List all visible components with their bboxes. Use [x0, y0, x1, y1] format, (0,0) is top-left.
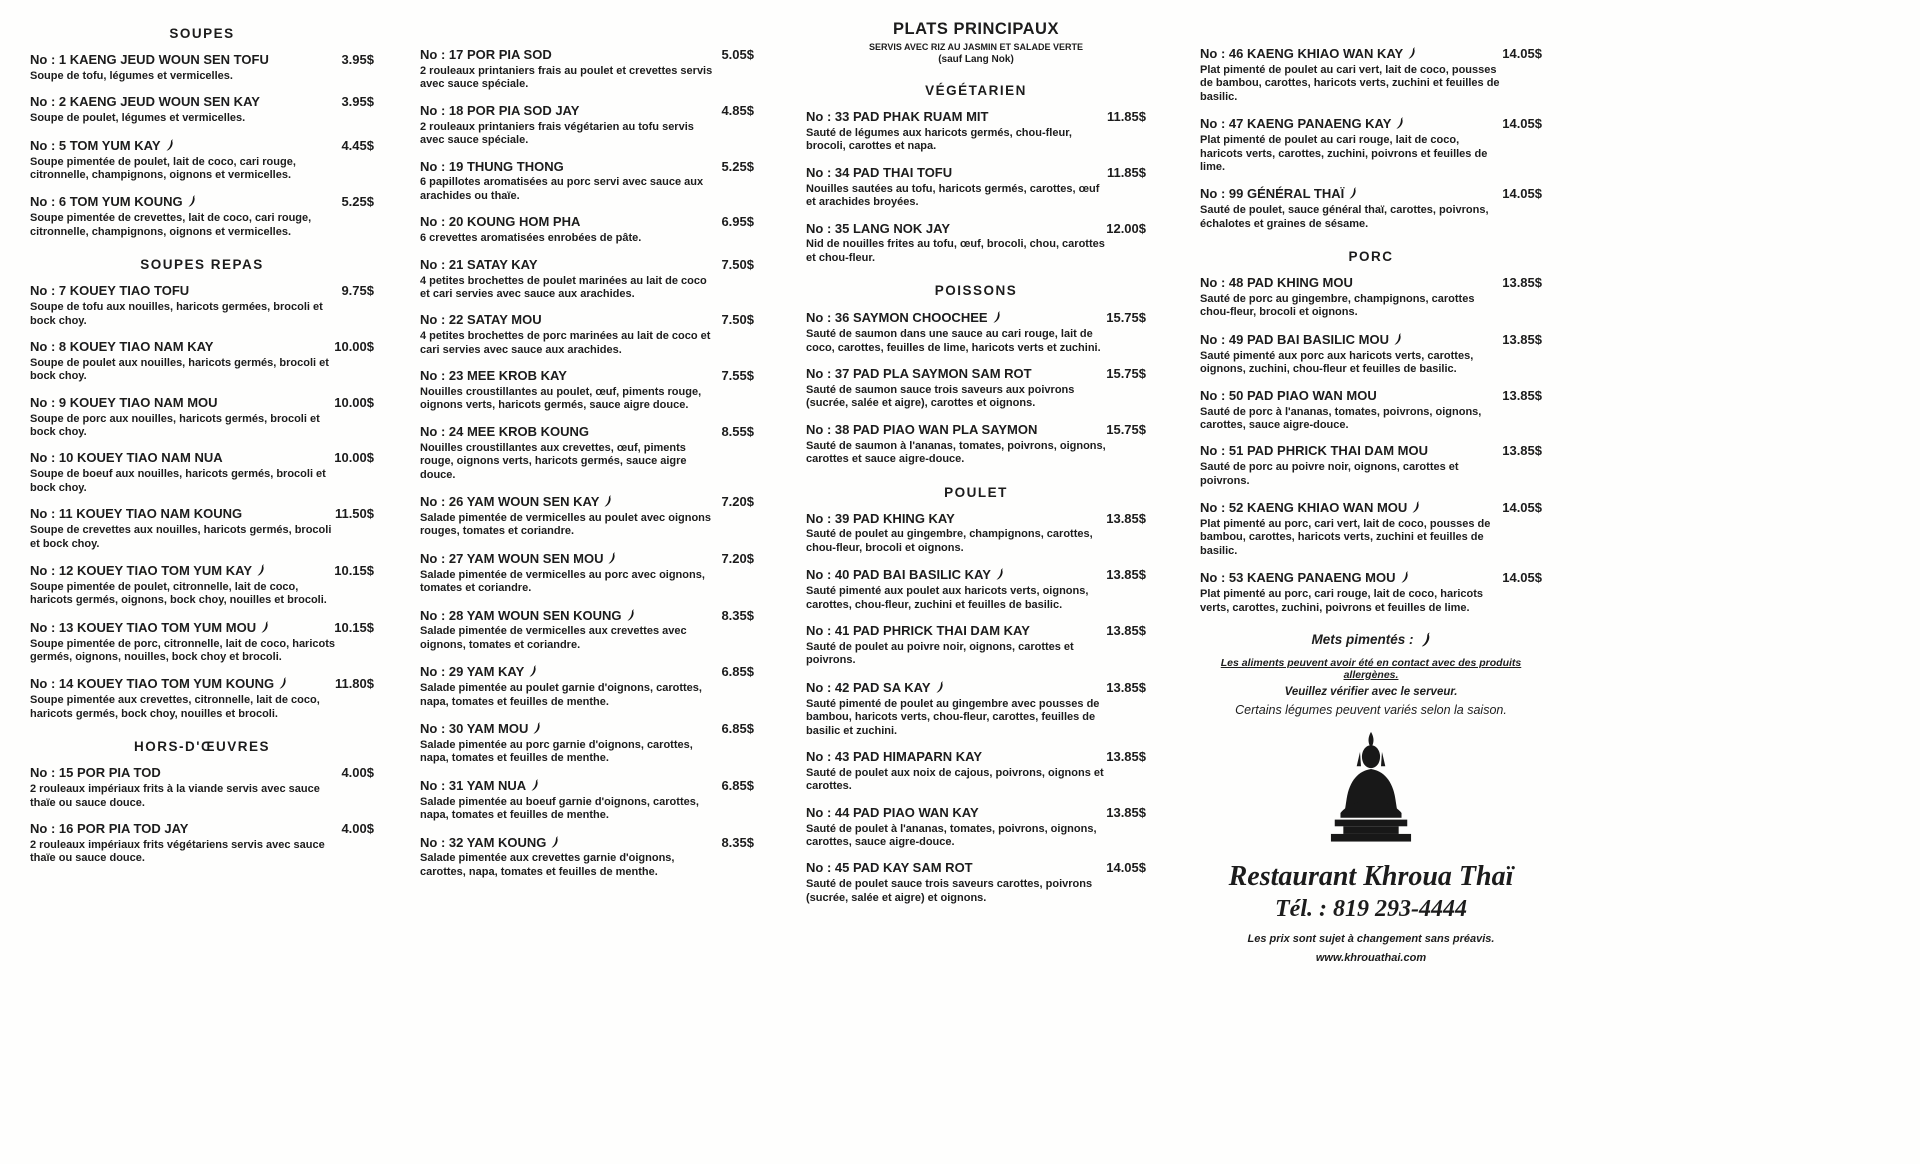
allergen-note: Les aliments peuvent avoir été en contact avec des produits allergènes. — [1220, 656, 1522, 681]
spicy-icon — [550, 835, 559, 849]
item-description: Sauté de porc au poivre noir, oignons, carottes et poivrons. — [1200, 461, 1459, 487]
item-price: 8.35$ — [721, 834, 754, 850]
item-name: No : 13 KOUEY TIAO TOM YUM MOU — [30, 619, 257, 635]
item-price: 13.85$ — [1106, 567, 1146, 583]
menu-column-mains — [806, 20, 1146, 917]
item-description: Sauté de poulet, sauce général thaï, carottes, poivrons, échalotes et graines de sésame. — [1200, 204, 1489, 230]
item-name: No : 11 KOUEY TIAO NAM KOUNG — [30, 506, 243, 522]
item-description: Soupe de boeuf aux nouilles, haricots germés, brocoli et bock choy. — [30, 468, 326, 494]
menu-item — [806, 310, 1146, 355]
menu-item — [1200, 570, 1542, 615]
item-name: No : 5 TOM YUM KAY — [30, 137, 161, 153]
item-name: No : 12 KOUEY TIAO TOM YUM KAY — [30, 562, 253, 578]
item-description: Sauté pimenté de poulet au gingembre avec pousses de bambou, haricots verts, chou-fleur, carottes, feuilles de basilic et zuchini. — [806, 697, 1100, 737]
item-price: 8.35$ — [721, 607, 754, 623]
item-price: 8.55$ — [721, 423, 754, 439]
menu-item — [30, 451, 374, 495]
item-description: Sauté pimenté aux porc aux haricots verts, carottes, oignons, zuchini, chou-fleur et feuilles de basilic. — [1200, 349, 1474, 376]
item-description: Sauté de saumon dans une sauce au cari rouge, lait de coco, carottes, feuilles de lime, haricots verts et zuchini. — [806, 328, 1101, 354]
item-description: Salade pimentée au boeuf garnie d'oignons, carottes, napa, tomates et feuilles de menthe. — [420, 795, 699, 822]
item-description: Soupe pimentée de crevettes, lait de coco, cari rouge, citronnelle, champignons, oignons et vermicelles. — [30, 212, 312, 238]
item-name: No : 52 KAENG KHIAO WAN MOU — [1200, 500, 1408, 516]
spicy-icon — [260, 620, 269, 634]
spicy-legend-label: Mets pimentés : — [1311, 631, 1414, 647]
item-price: 11.80$ — [334, 676, 374, 692]
restaurant-name: Restaurant Khroua Thaï — [1228, 860, 1514, 892]
menu-item — [1200, 500, 1542, 558]
item-name: No : 10 KOUEY TIAO NAM NUA — [30, 450, 223, 466]
menu-item — [420, 425, 754, 482]
spicy-icon — [1420, 631, 1431, 648]
item-name: No : 47 KAENG PANAENG KAY — [1200, 116, 1392, 132]
item-description: 2 rouleaux impériaux frits végétariens servis avec sauce thaïe ou sauce douce. — [30, 838, 325, 865]
item-description: Salade pimentée au poulet garnie d'oignons, carottes, napa, tomates et feuilles de menthe. — [420, 682, 702, 708]
item-description: 6 crevettes aromatisées enrobées de pâte. — [420, 232, 642, 245]
section-heading: VÉGÉTARIEN — [925, 83, 1027, 98]
item-price: 13.85$ — [1502, 443, 1542, 459]
item-price: 13.85$ — [1106, 748, 1146, 764]
menu-item — [806, 680, 1146, 738]
menu-item — [806, 624, 1146, 668]
item-name: No : 43 PAD HIMAPARN KAY — [806, 748, 983, 764]
plats-principaux-subtitle: SERVIS AVEC RIZ AU JASMIN ET SALADE VERTE — [868, 42, 1084, 52]
item-name: No : 99 GÉNÉRAL THAÏ — [1200, 186, 1345, 202]
menu-column-pork-footer — [1200, 46, 1542, 964]
item-name: No : 36 SAYMON CHOOCHEE — [806, 310, 988, 326]
item-description: Sauté de porc au gingembre, champignons, carottes chou-fleur, brocoli et oignons. — [1200, 293, 1475, 319]
menu-item — [30, 194, 374, 239]
item-price: 4.85$ — [721, 102, 754, 118]
item-price: 14.05$ — [1502, 46, 1542, 61]
item-name: No : 51 PAD PHRICK THAI DAM MOU — [1200, 443, 1428, 459]
item-name: No : 17 POR PIA SOD — [420, 47, 552, 62]
menu-item — [30, 396, 374, 440]
item-description: Soupe pimentée de poulet, lait de coco, cari rouge, citronnelle, champignons, oignons et vermicelles. — [30, 155, 296, 182]
spicy-legend — [1200, 631, 1542, 648]
item-name: No : 26 YAM WOUN SEN KAY — [420, 494, 600, 509]
item-description: Plat pimenté au porc, cari vert, lait de coco, pousses de bambou, carottes, haricots verts, zuchini et feuilles de basilic. — [1200, 518, 1491, 557]
item-price: 10.00$ — [334, 394, 374, 410]
item-description: Nouilles croustillantes au poulet, œuf, piments rouge, oignons verts, haricots germés, sauce aigre douce. — [420, 386, 702, 412]
spicy-icon — [528, 664, 537, 678]
menu-item — [1200, 186, 1542, 231]
menu-item — [1200, 276, 1542, 320]
item-description: Soupe de tofu aux nouilles, haricots germées, brocoli et bock choy. — [30, 301, 323, 327]
plats-principaux-note: (sauf Lang Nok) — [938, 54, 1014, 65]
menu-item — [30, 676, 374, 721]
item-description: Salade pimentée aux crevettes garnie d'oignons, carottes, napa, tomates et feuilles de menthe. — [420, 852, 675, 878]
item-price: 15.75$ — [1106, 366, 1146, 381]
item-name: No : 34 PAD THAI TOFU — [806, 164, 953, 180]
item-name: No : 27 YAM WOUN SEN MOU — [420, 550, 604, 566]
plats-principaux-title: PLATS PRINCIPAUX — [893, 20, 1059, 38]
spicy-icon — [1348, 186, 1357, 200]
menu-item — [420, 551, 754, 596]
item-description: Soupe pimentée aux crevettes, citronnelle, lait de coco, haricots germés, bock choy, nouilles et brocoli. — [30, 694, 320, 720]
item-price: 9.75$ — [341, 283, 374, 299]
spicy-icon — [256, 563, 265, 577]
item-name: No : 50 PAD PIAO WAN MOU — [1200, 387, 1377, 403]
item-price: 7.55$ — [721, 368, 754, 384]
item-name: No : 21 SATAY KAY — [420, 256, 538, 272]
spicy-icon — [532, 721, 541, 735]
item-description: Plat pimenté de poulet au cari vert, lait de coco, pousses de bambou, carottes, haricots verts, zuchini et feuilles de basilic. — [1200, 63, 1500, 103]
item-name: No : 35 LANG NOK JAY — [806, 220, 950, 236]
item-price: 11.50$ — [334, 506, 374, 522]
spicy-icon — [1395, 116, 1404, 130]
menu-item — [420, 778, 754, 823]
item-description: 2 rouleaux impériaux frits à la viande servis avec sauce thaïe ou sauce douce. — [30, 783, 320, 809]
section-heading: PORC — [1348, 249, 1394, 265]
item-price: 6.95$ — [721, 214, 754, 230]
item-price: 13.85$ — [1106, 679, 1146, 695]
menu-item — [420, 608, 754, 653]
item-price: 10.15$ — [334, 619, 374, 635]
item-description: 6 papillotes aromatisées au porc servi avec sauce aux arachides ou thaïe. — [420, 176, 704, 202]
item-price: 11.85$ — [1106, 109, 1146, 124]
item-name: No : 15 POR PIA TOD — [30, 765, 161, 781]
item-description: Plat pimenté de poulet au cari rouge, lait de coco, haricots verts, carottes, zuchini, poivrons et feuilles de lime. — [1200, 134, 1488, 173]
item-name: No : 39 PAD KHING KAY — [806, 510, 955, 526]
item-description: Sauté de porc à l'ananas, tomates, poivrons, oignons, carottes, sauce aigre-douce. — [1200, 405, 1482, 431]
item-price: 14.05$ — [1502, 500, 1542, 516]
item-price: 7.50$ — [721, 256, 754, 272]
item-description: 4 petites brochettes de poulet marinées au lait de coco et cari servies avec sauce aux arachides. — [420, 274, 707, 300]
menu-item — [806, 222, 1146, 266]
item-description: Sauté de poulet au gingembre, champignons, carottes, chou-fleur, brocoli et oignons. — [806, 528, 1093, 554]
menu-item — [420, 258, 754, 302]
item-price: 13.85$ — [1106, 623, 1146, 638]
menu-item — [806, 423, 1146, 467]
section-heading: POULET — [944, 484, 1008, 500]
item-name: No : 48 PAD KHING MOU — [1200, 275, 1353, 291]
item-description: Salade pimentée de vermicelles au porc avec oignons, tomates et coriandre. — [420, 568, 705, 595]
item-price: 13.85$ — [1502, 331, 1542, 347]
item-price: 11.85$ — [1106, 164, 1146, 180]
item-name: No : 38 PAD PIAO WAN PLA SAYMON — [806, 421, 1038, 437]
item-description: Salade pimentée de vermicelles aux crevettes avec oignons, tomates et coriandre. — [420, 625, 687, 651]
item-name: No : 40 PAD BAI BASILIC KAY — [806, 567, 991, 583]
item-price: 3.95$ — [341, 94, 374, 110]
item-price: 7.20$ — [721, 550, 754, 566]
season-note: Certains légumes peuvent variés selon la saison. — [1235, 702, 1507, 717]
section-heading: SOUPES REPAS — [140, 257, 264, 273]
item-description: Plat pimenté au porc, cari rouge, lait de coco, haricots verts, carottes, zuchini, poivrons et feuilles de lime. — [1200, 588, 1484, 614]
item-description: Nouilles sautées au tofu, haricots germés, carottes, œuf et arachides broyées. — [806, 182, 1100, 209]
item-description: Sauté pimenté aux poulet aux haricots verts, oignons, carottes, chou-fleur, zuchini et feuilles de basilic. — [806, 585, 1089, 611]
item-name: No : 2 KAENG JEUD WOUN SEN KAY — [30, 94, 260, 110]
item-name: No : 18 POR PIA SOD JAY — [420, 102, 580, 118]
menu-item — [806, 110, 1146, 154]
item-description: 4 petites brochettes de porc marinées au lait de coco et cari servies avec sauce aux arachides. — [420, 330, 711, 356]
menu-item — [30, 53, 374, 83]
item-price: 3.95$ — [341, 52, 374, 67]
item-description: Soupe de crevettes aux nouilles, haricots germés, brocoli et bock choy. — [30, 524, 332, 550]
item-name: No : 53 KAENG PANAENG MOU — [1200, 570, 1396, 586]
spicy-icon — [1407, 46, 1416, 60]
item-name: No : 19 THUNG THONG — [420, 158, 564, 174]
menu-item — [806, 367, 1146, 411]
menu-item — [420, 835, 754, 880]
spicy-icon — [992, 310, 1001, 324]
item-description: Soupe de poulet aux nouilles, haricots germés, brocoli et bock choy. — [30, 356, 329, 383]
spicy-icon — [603, 494, 612, 508]
item-description: Sauté de poulet à l'ananas, tomates, poivrons, oignons, carottes, sauce aigre-douce. — [806, 822, 1097, 848]
section-heading: POISSONS — [934, 283, 1018, 299]
item-name: No : 1 KAENG JEUD WOUN SEN TOFU — [30, 52, 269, 67]
price-disclaimer: Les prix sont sujet à changement sans préavis. — [1247, 932, 1495, 945]
item-description: Soupe de poulet, légumes et vermicelles. — [30, 112, 246, 125]
item-description: Sauté de poulet au poivre noir, oignons, carottes et poivrons. — [806, 640, 1074, 667]
item-price: 4.45$ — [341, 137, 374, 153]
item-description: Sauté de légumes aux haricots germés, chou-fleur, brocoli, carottes et napa. — [806, 126, 1072, 153]
item-price: 13.85$ — [1106, 804, 1146, 820]
spicy-icon — [165, 138, 174, 152]
spicy-icon — [187, 194, 196, 208]
menu-item — [420, 494, 754, 539]
item-name: No : 49 PAD BAI BASILIC MOU — [1200, 331, 1389, 347]
menu-item — [420, 215, 754, 245]
menu-item — [30, 620, 374, 665]
menu-item — [1200, 444, 1542, 488]
item-price: 6.85$ — [721, 664, 754, 680]
menu-item — [420, 160, 754, 204]
item-description: Sauté de poulet sauce trois saveurs carottes, poivrons (sucrée, salée et aigre) et oignons. — [806, 878, 1093, 904]
spicy-icon — [278, 676, 287, 690]
item-name: No : 44 PAD PIAO WAN KAY — [806, 804, 979, 820]
menu-item — [420, 313, 754, 357]
menu-item — [420, 664, 754, 709]
menu-item — [30, 563, 374, 608]
menu-item — [1200, 332, 1542, 377]
item-description: Nid de nouilles frites au tofu, œuf, brocoli, chou, carottes et chou-fleur. — [806, 238, 1105, 264]
menu-item — [30, 340, 374, 384]
menu-item — [30, 822, 374, 866]
item-name: No : 32 YAM KOUNG — [420, 834, 547, 850]
item-name: No : 8 KOUEY TIAO NAM KAY — [30, 338, 214, 354]
item-price: 7.20$ — [721, 494, 754, 509]
item-price: 14.05$ — [1502, 570, 1542, 586]
restaurant-phone: Tél. : 819 293-4444 — [1275, 895, 1467, 922]
menu-item — [420, 721, 754, 766]
item-price: 15.75$ — [1106, 421, 1146, 437]
item-description: Sauté de saumon à l'ananas, tomates, poivrons, oignons, carottes et sauce aigre-douce. — [806, 439, 1106, 466]
menu-item — [806, 567, 1146, 612]
item-description: Sauté de poulet aux noix de cajous, poivrons, oignons et carottes. — [806, 766, 1104, 793]
item-name: No : 20 KOUNG HOM PHA — [420, 214, 581, 230]
section-heading: SOUPES — [169, 26, 235, 41]
menu-column-soups — [30, 26, 374, 878]
item-name: No : 42 PAD SA KAY — [806, 679, 931, 695]
item-name: No : 45 PAD KAY SAM ROT — [806, 860, 973, 876]
item-name: No : 30 YAM MOU — [420, 721, 529, 736]
item-price: 5.25$ — [341, 194, 374, 210]
item-name: No : 41 PAD PHRICK THAI DAM KAY — [806, 623, 1030, 638]
item-name: No : 16 POR PIA TOD JAY — [30, 820, 189, 836]
item-description: Soupe pimentée de porc, citronnelle, lait de coco, haricots germés, oignons, nouilles, bock choy et brocoli. — [30, 637, 336, 664]
verify-note: Veuillez vérifier avec le serveur. — [1284, 685, 1458, 698]
item-name: No : 23 MEE KROB KAY — [420, 368, 567, 384]
spicy-icon — [1400, 570, 1409, 584]
menu-items-group — [1200, 46, 1542, 615]
item-name: No : 33 PAD PHAK RUAM MIT — [806, 109, 989, 124]
menu-item — [806, 861, 1146, 905]
menu-notes — [1200, 631, 1542, 717]
menu-item — [806, 512, 1146, 556]
spicy-icon — [607, 551, 616, 565]
item-price: 15.75$ — [1106, 310, 1146, 326]
item-price: 14.05$ — [1502, 186, 1542, 202]
item-price: 12.00$ — [1106, 220, 1146, 236]
item-price: 10.15$ — [334, 562, 374, 578]
menu-item — [420, 48, 754, 92]
item-name: No : 9 KOUEY TIAO NAM MOU — [30, 394, 218, 410]
menu-column-appetizers-salads — [420, 48, 754, 891]
item-price: 5.05$ — [721, 47, 754, 62]
item-price: 14.05$ — [1502, 116, 1542, 132]
item-description: Soupe de porc aux nouilles, haricots germés, brocoli et bock choy. — [30, 412, 320, 439]
item-description: 2 rouleaux printaniers frais au poulet et crevettes servis avec sauce spéciale. — [420, 64, 713, 91]
item-price: 13.85$ — [1502, 387, 1542, 403]
item-name: No : 31 YAM NUA — [420, 777, 527, 793]
website-text: www.khrouathai.com — [1315, 951, 1427, 964]
spicy-icon — [530, 778, 539, 792]
item-price: 13.85$ — [1502, 275, 1542, 291]
item-description: Salade pimentée de vermicelles au poulet avec oignons rouges, tomates et coriandre. — [420, 511, 711, 538]
item-name: No : 22 SATAY MOU — [420, 312, 542, 328]
menu-item — [806, 166, 1146, 210]
item-description: Salade pimentée au porc garnie d'oignons, carottes, napa, tomates et feuilles de menthe. — [420, 738, 693, 765]
menu-item — [30, 766, 374, 810]
menu-item — [806, 750, 1146, 794]
menu-item — [30, 95, 374, 125]
section-heading: HORS-D'ŒUVRES — [134, 739, 270, 755]
item-price: 4.00$ — [341, 765, 374, 781]
spicy-icon — [995, 567, 1004, 581]
menu-item — [806, 806, 1146, 850]
menu-item — [420, 104, 754, 148]
buddha-logo — [1200, 729, 1542, 858]
item-price: 10.00$ — [334, 450, 374, 466]
item-description: Soupe de tofu, légumes et vermicelles. — [30, 69, 233, 82]
menu-item — [30, 284, 374, 328]
item-description: 2 rouleaux printaniers frais végétarien au tofu servis avec sauce spéciale. — [420, 120, 694, 147]
item-price: 6.85$ — [721, 721, 754, 736]
spicy-icon — [626, 608, 635, 622]
item-name: No : 46 KAENG KHIAO WAN KAY — [1200, 46, 1404, 61]
item-price: 5.25$ — [721, 158, 754, 174]
item-name: No : 24 MEE KROB KOUNG — [420, 423, 590, 439]
item-price: 7.50$ — [721, 312, 754, 328]
item-name: No : 29 YAM KAY — [420, 664, 525, 680]
item-name: No : 28 YAM WOUN SEN KOUNG — [420, 607, 622, 623]
item-description: Soupe pimentée de poulet, citronnelle, lait de coco, haricots germés, oignons, bock choy, nouilles et brocoli. — [30, 580, 327, 607]
item-description: Sauté de saumon sauce trois saveurs aux poivrons (sucrée, salée et aigre), carottes et oignons. — [806, 383, 1075, 410]
item-name: No : 6 TOM YUM KOUNG — [30, 194, 183, 210]
spicy-icon — [1393, 332, 1402, 346]
item-name: No : 14 KOUEY TIAO TOM YUM KOUNG — [30, 676, 275, 692]
item-description: Nouilles croustillantes aux crevettes, œuf, piments rouge, oignons verts, haricots germés, sauce aigre douce. — [420, 441, 687, 481]
item-price: 6.85$ — [721, 777, 754, 793]
restaurant-footer — [1200, 862, 1542, 964]
item-name: No : 37 PAD PLA SAYMON SAM ROT — [806, 366, 1032, 381]
menu-item — [30, 507, 374, 551]
item-price: 10.00$ — [334, 338, 374, 354]
menu-item — [1200, 46, 1542, 104]
menu-item — [1200, 116, 1542, 174]
item-price: 4.00$ — [341, 820, 374, 836]
menu-item — [420, 369, 754, 413]
item-price: 14.05$ — [1106, 860, 1146, 876]
spicy-icon — [935, 680, 944, 694]
menu-item — [30, 138, 374, 183]
item-price: 13.85$ — [1106, 510, 1146, 526]
spicy-icon — [1411, 500, 1420, 514]
item-name: No : 7 KOUEY TIAO TOFU — [30, 283, 190, 299]
menu-item — [1200, 389, 1542, 433]
